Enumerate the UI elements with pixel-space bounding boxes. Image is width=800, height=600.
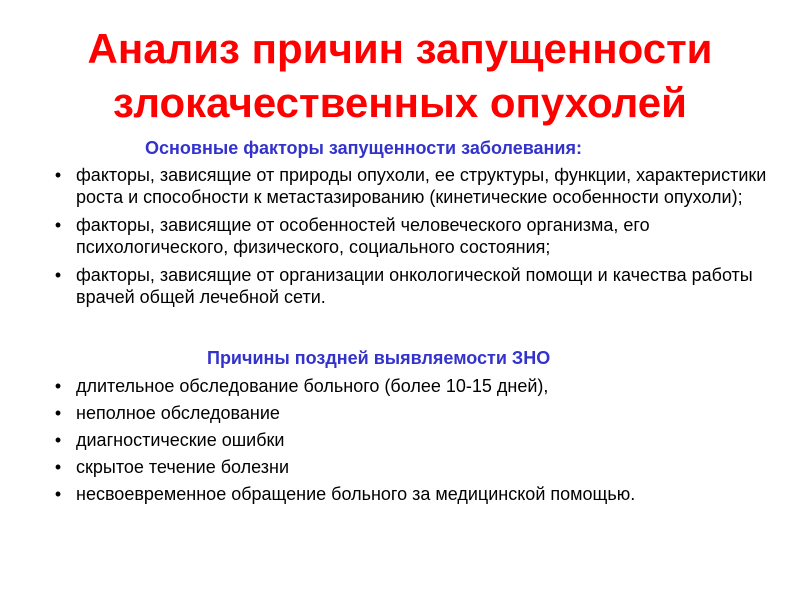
list-item — [50, 264, 770, 308]
slide-title-line-2: злокачественных опухолей — [113, 79, 687, 126]
list-item-text: факторы, зависящие от особенностей человеческого организма, его психологического, физического, социального состояния; — [76, 215, 650, 257]
section-heading-main-factors: Основные факторы запущенности заболевания: — [145, 138, 582, 158]
list-item-text: неполное обследование — [76, 403, 280, 423]
list-item — [50, 214, 770, 258]
slide-title-line-1: Анализ причин запущенности — [87, 25, 713, 72]
list-item — [50, 402, 770, 424]
slide-title — [0, 22, 800, 130]
bullet-icon: • — [54, 484, 62, 504]
bullet-icon: • — [54, 457, 62, 477]
list-item — [50, 164, 770, 208]
list-item — [50, 429, 770, 451]
list-item-text: факторы, зависящие от организации онкологической помощи и качества работы врачей общей лечебной сети. — [76, 265, 753, 307]
list-item-text: длительное обследование больного (более 10-15 дней), — [76, 376, 549, 396]
list-item-text: факторы, зависящие от природы опухоли, ее структуры, функции, характеристики роста и способности к метастазированию (кинетические особенности опухоли); — [76, 165, 767, 207]
bullet-icon: • — [54, 165, 62, 185]
list-item-text: диагностические ошибки — [76, 430, 285, 450]
late-detection-list — [50, 375, 770, 510]
main-factors-list — [50, 164, 770, 314]
list-item — [50, 483, 770, 505]
bullet-icon: • — [54, 403, 62, 423]
bullet-icon: • — [54, 265, 62, 285]
list-item — [50, 456, 770, 478]
bullet-icon: • — [54, 430, 62, 450]
list-item-text: несвоевременное обращение больного за медицинской помощью. — [76, 484, 636, 504]
list-item — [50, 375, 770, 397]
bullet-icon: • — [54, 215, 62, 235]
section-heading-late-detection: Причины поздней выявляемости ЗНО — [207, 348, 551, 368]
list-item-text: скрытое течение болезни — [76, 457, 290, 477]
bullet-icon: • — [54, 376, 62, 396]
